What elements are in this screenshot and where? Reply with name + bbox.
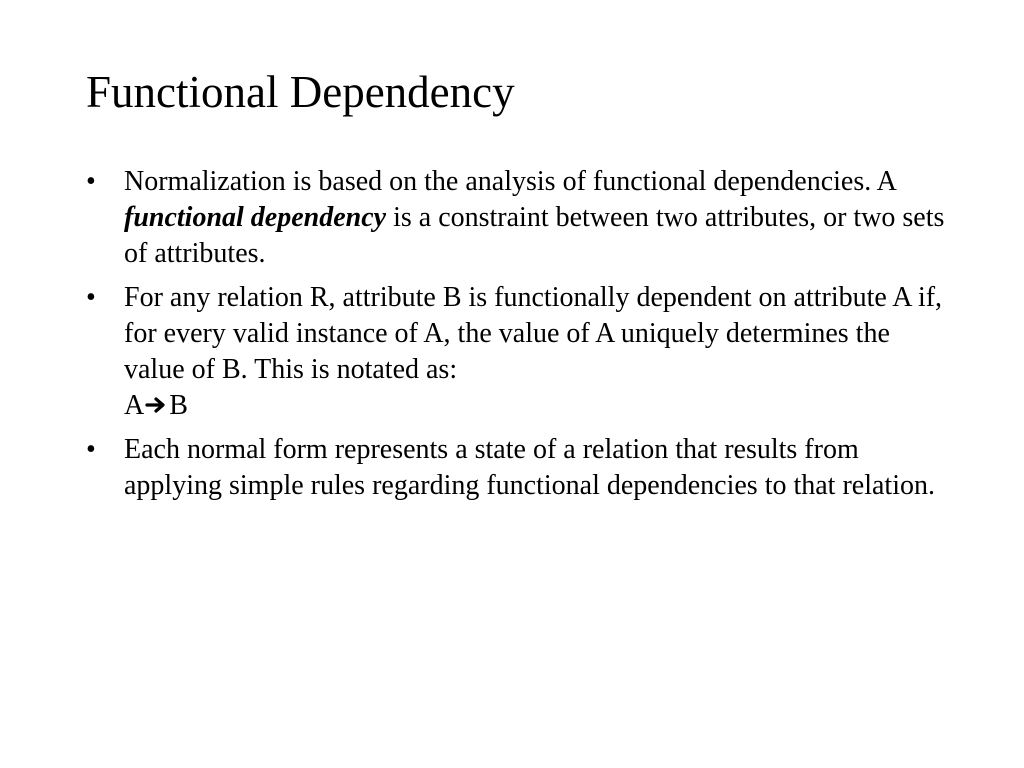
notation-left-attribute: A (124, 390, 145, 421)
slide-title: Functional Dependency (86, 67, 515, 117)
right-arrow-icon (145, 395, 167, 415)
bullet-text: Normalization is based on the analysis of functional dependencies. A (124, 166, 896, 197)
bullet-text: For any relation R, attribute B is functionally dependent on attribute A if, for every valid instance of A, the value of A uniquely determines the value of B. This is notated as: (124, 282, 943, 385)
dependency-notation (124, 388, 956, 424)
bullet-list (86, 164, 956, 512)
bullet-item-normal-forms (86, 432, 956, 504)
bullet-icon: • (86, 282, 96, 313)
notation-right-attribute: B (169, 390, 188, 421)
bullet-item-definition (86, 280, 956, 424)
functional-dependency-emphasis: functional dependency (124, 202, 387, 233)
bullet-icon: • (86, 434, 96, 465)
bullet-item-normalization (86, 164, 956, 272)
bullet-text: Each normal form represents a state of a relation that results from applying simple rules regarding functional dependencies to that relation. (124, 434, 935, 501)
bullet-icon: • (86, 166, 96, 197)
bullet-text: is a constraint between two attributes, or two sets of attributes. (124, 202, 945, 269)
